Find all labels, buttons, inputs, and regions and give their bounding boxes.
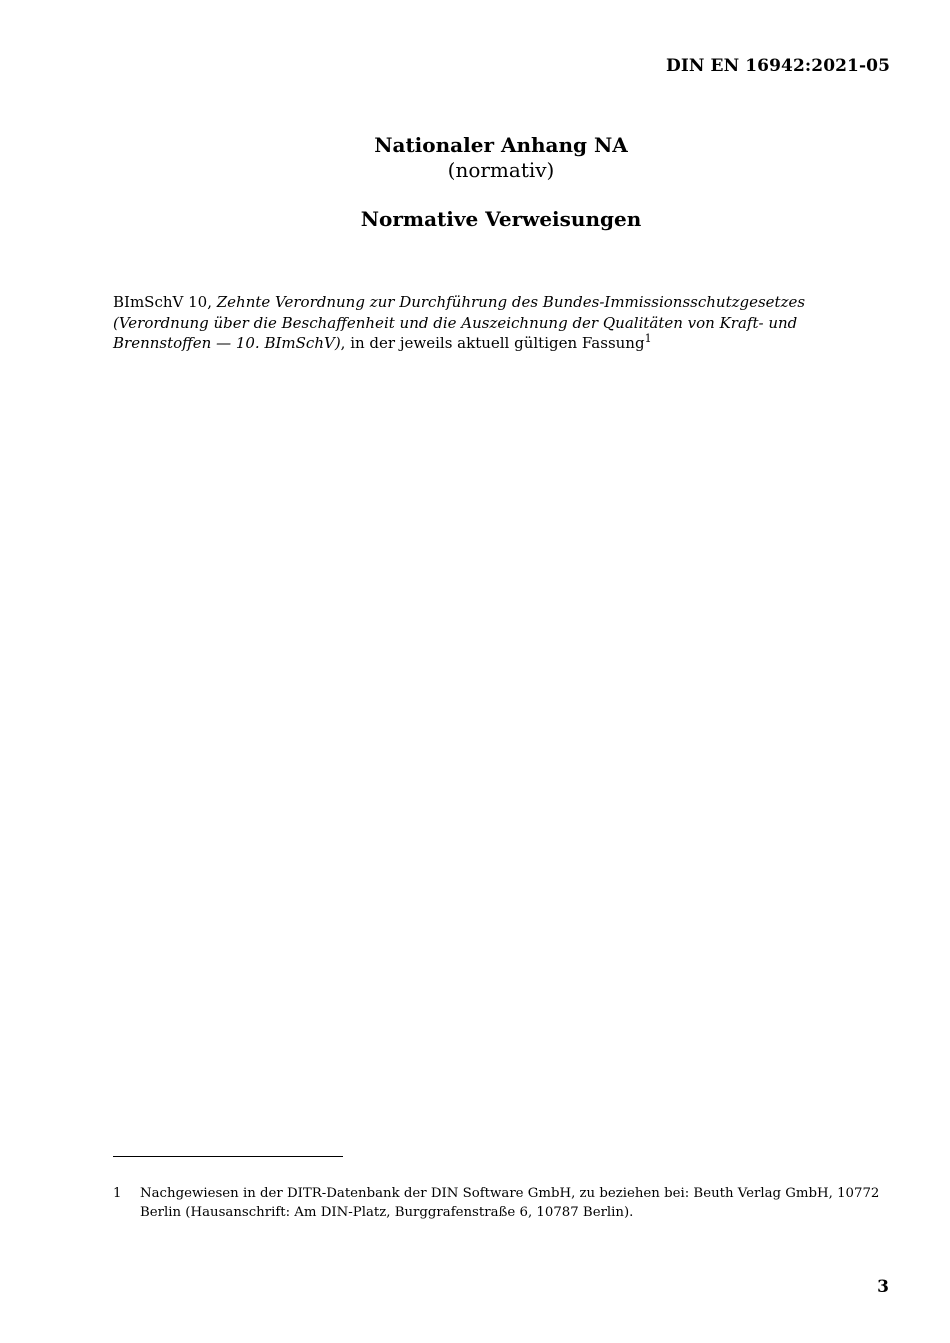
footnote-number: 1: [113, 1186, 122, 1201]
normative-reference: [113, 292, 888, 354]
annex-type: (normativ): [447, 158, 555, 182]
annex-title: Nationaler Anhang NA: [374, 133, 628, 157]
document-id: DIN EN 16942:2021-05: [665, 56, 890, 76]
footnote: [113, 1184, 891, 1222]
reference-code: BImSchV 10,: [113, 293, 212, 311]
footnote-marker[interactable]: 1: [644, 332, 652, 345]
footnote-text: Nachgewiesen in der DITR-Datenbank der DIN Software GmbH, zu beziehen bei: Beuth Verlag GmbH, 10772 Berlin (Hausanschrift: Am DIN-Platz, Burggrafenstraße 6, 10787 Berlin).: [140, 1186, 880, 1220]
annex-heading: [0, 132, 950, 182]
reference-suffix: , in der jeweils aktuell gültigen Fassung: [340, 334, 645, 352]
footnote-divider: [113, 1156, 343, 1157]
section-title: Normative Verweisungen: [360, 207, 642, 231]
page-number: 3: [877, 1277, 889, 1297]
reference-title: Zehnte Verordnung zur Durchführung des Bundes-Immissionsschutzgesetzes (Verordnung über die Beschaffenheit und die Auszeichnung der Qualitäten von Kraft- und Brennstoffen — 10. BImSchV): [113, 293, 806, 352]
